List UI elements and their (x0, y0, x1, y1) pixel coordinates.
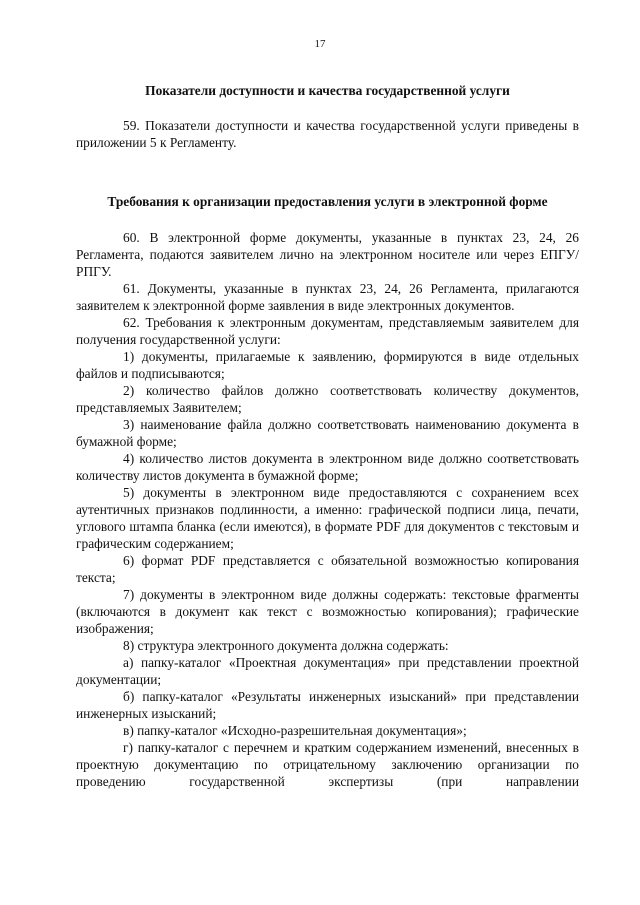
paragraph-60: 60. В электронной форме документы, указанные в пунктах 23, 24, 26 Регламента, подаются заявителем лично на электронном носителе или через ЕПГУ/РПГУ. (76, 230, 579, 279)
section-heading-electronic-form: Требования к организации предоставления услуги в электронной форме (107, 194, 548, 209)
paragraph-62: 62. Требования к электронным документам, представляемым заявителем для получения государственной услуги: (76, 315, 579, 347)
list-item-3: 3) наименование файла должно соответствовать наименованию документа в бумажной форме; (76, 417, 579, 449)
list-item-7: 7) документы в электронном виде должны содержать: текстовые фрагменты (включаются в документ как текст с возможностью копирования); графические изображения; (76, 587, 579, 636)
paragraph-61: 61. Документы, указанные в пунктах 23, 24, 26 Регламента, прилагаются заявителем к электронной форме заявления в виде электронных документов. (76, 281, 579, 313)
list-item-4: 4) количество листов документа в электронном виде должно соответствовать количеству листов документа в бумажной форме; (76, 451, 579, 483)
page-number: 17 (314, 38, 326, 50)
list-item-8: 8) структура электронного документа должна содержать: (123, 638, 449, 653)
page-content (76, 82, 579, 790)
sub-item-v: в) папку-каталог «Исходно-разрешительная документация»; (123, 723, 467, 738)
sub-item-a: а) папку-каталог «Проектная документация» при представлении проектной документации; (76, 655, 579, 687)
section-heading-availability: Показатели доступности и качества государственной услуги (145, 83, 510, 98)
paragraph-59: 59. Показатели доступности и качества государственной услуги приведены в приложении 5 к Регламенту. (76, 118, 579, 150)
list-item-5: 5) документы в электронном виде предоставляются с сохранением всех аутентичных признаков подлинности, а именно: графической подписи лица, печати, углового штампа бланка (если имеются), в формате PDF для документов с текстовым и графическим содержанием; (76, 485, 579, 551)
list-item-2: 2) количество файлов должно соответствовать количеству документов, представляемых Заявителем; (76, 383, 579, 415)
sub-item-g: г) папку-каталог с перечнем и кратким содержанием изменений, внесенных в проектную документацию по отрицательному заключению организации по проведению государственной экспертизы (при направлении (76, 740, 579, 789)
sub-item-b: б) папку-каталог «Результаты инженерных изысканий» при представлении инженерных изысканий; (76, 689, 579, 721)
list-item-6: 6) формат PDF представляется с обязательной возможностью копирования текста; (76, 553, 579, 585)
list-item-1: 1) документы, прилагаемые к заявлению, формируются в виде отдельных файлов и подписываются; (76, 349, 579, 381)
